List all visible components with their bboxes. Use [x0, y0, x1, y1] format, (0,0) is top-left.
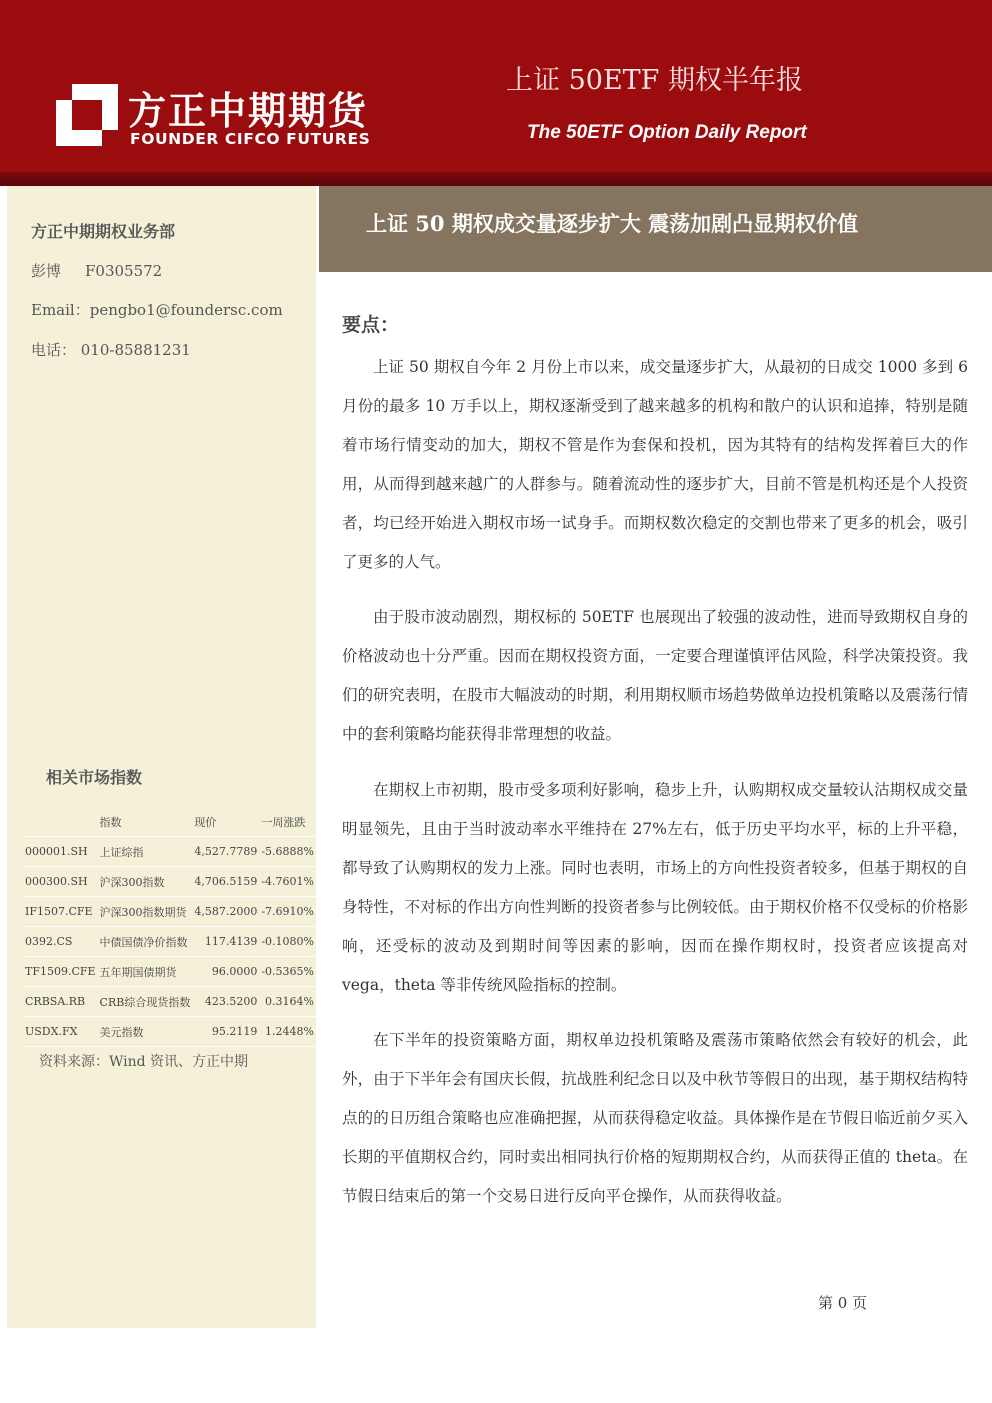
index-code: IF1507.CFE — [23, 897, 98, 927]
company-logo-cn: 方正中期期货 — [128, 89, 369, 133]
paragraph: 在下半年的投资策略方面，期权单边投机策略及震荡市策略依然会有较好的机会，此外，由于下半年会有国庆长假，抗战胜利纪念日以及中秋节等假日的出现，基于期权结构特点的的日历组合策略也应准确把握，从而获得稳定收益。具体操作是在节假日临近前夕买入长期的平值期权合约，同时卖出相同执行价格的短期期权合约，从而获得正值的 theta。在节假日结束后的第一个交易日进行反向平仓操作，从而获得收益。 — [342, 1031, 968, 1205]
index-change: 1.2448% — [259, 1017, 316, 1047]
index-heading: 相关市场指数 — [46, 768, 143, 787]
col-header-index: 指数 — [98, 808, 193, 837]
index-price: 95.2119 — [192, 1017, 259, 1047]
header-stripe — [0, 172, 992, 186]
report-title: 上证 50ETF 期权半年报 — [506, 65, 803, 96]
paragraph: 由于股市波动剧烈，期权标的 50ETF 也展现出了较强的波动性，进而导致期权自身的价格波动也十分严重。因而在期权投资方面，一定要合理谨慎评估风险，科学决策投资。我们的研究表明，在股市大幅波动的时期，利用期权顺市场趋势做单边投机策略以及震荡行情中的套利策略均能获得非常理想的收益。 — [342, 608, 968, 743]
index-change: -5.6888% — [259, 837, 316, 867]
index-code: 000001.SH — [23, 837, 98, 867]
index-change: -0.5365% — [259, 957, 316, 987]
index-price: 4,527.7789 — [192, 837, 259, 867]
table-header-row — [23, 808, 316, 837]
index-name: 美元指数 — [98, 1017, 193, 1047]
index-name: 上证综指 — [98, 837, 193, 867]
index-code: CRBSA.RB — [23, 987, 98, 1017]
index-change: 0.3164% — [259, 987, 316, 1017]
analyst-name: 彭博 — [31, 262, 62, 280]
index-change: -0.1080% — [259, 927, 316, 957]
founder-logo-icon — [56, 84, 118, 146]
data-source: 资料来源：Wind 资讯、方正中期 — [39, 1054, 249, 1070]
paragraph: 上证 50 期权自今年 2 月份上市以来，成交量逐步扩大，从最初的日成交 1000 多到 6 月份的最多 10 万手以上，期权逐渐受到了越来越多的机构和散户的认识和追捧，特别是随着市场行情变动的加大，期权不管是作为套保和投机，因为其特有的结构发挥着巨大的作用，从而得到越来越广的人群参与。随着流动性的逐步扩大，目前不管是机构还是个人投资者，均已经开始进入期权市场一试身手。而期权数次稳定的交割也带来了更多的机会，吸引了更多的人气。 — [342, 358, 968, 571]
table-row — [23, 1017, 316, 1047]
table-row — [23, 927, 316, 957]
col-header-change: 一周涨跌 — [259, 808, 316, 837]
paragraph: 在期权上市初期，股市受多项利好影响，稳步上升，认购期权成交量较认沽期权成交量明显领先，且由于当时波动率水平维持在 27%左右，低于历史平均水平，标的上升平稳，都导致了认购期权的发力上涨。同时也表明，市场上的方向性投资者较多，但基于期权的自身特性，不对标的作出方向性判断的投资者参与比例较低。由于期权价格不仅受标的价格影响，还受标的波动及到期时间等因素的影响，因而在操作期权时，投资者应该提高对 vega，theta 等非传统风险指标的控制。 — [342, 781, 968, 994]
index-price: 96.0000 — [192, 957, 259, 987]
table-row — [23, 867, 316, 897]
index-name: 沪深300指数 — [98, 867, 193, 897]
index-code: 0392.CS — [23, 927, 98, 957]
market-index-table — [23, 808, 316, 1047]
analyst-phone: 电话： 010-85881231 — [31, 341, 191, 359]
company-logo-en: FOUNDER CIFCO FUTURES — [130, 130, 371, 148]
analyst-line — [31, 260, 162, 281]
index-name: 沪深300指数期货 — [98, 897, 193, 927]
index-price: 4,587.2000 — [192, 897, 259, 927]
analyst-email: Email：pengbo1@foundersc.com — [31, 301, 283, 319]
index-price: 423.5200 — [192, 987, 259, 1017]
analyst-id: F0305572 — [85, 262, 163, 280]
report-subtitle: The 50ETF Option Daily Report — [527, 122, 807, 143]
article-title: 上证 50 期权成交量逐步扩大 震荡加剧凸显期权价值 — [366, 211, 859, 236]
index-name: 五年期国债期货 — [98, 957, 193, 987]
col-header-code — [23, 808, 98, 837]
department-name: 方正中期期权业务部 — [31, 222, 176, 241]
index-change: -7.6910% — [259, 897, 316, 927]
index-price: 4,706.5159 — [192, 867, 259, 897]
table-row — [23, 897, 316, 927]
index-change: -4.7601% — [259, 867, 316, 897]
index-name: CRB综合现货指数 — [98, 987, 193, 1017]
index-code: 000300.SH — [23, 867, 98, 897]
keypoints-label: 要点： — [342, 314, 400, 336]
table-row — [23, 957, 316, 987]
index-code: TF1509.CFE — [23, 957, 98, 987]
table-row — [23, 837, 316, 867]
table-row — [23, 987, 316, 1017]
index-code: USDX.FX — [23, 1017, 98, 1047]
page-number: 第 0 页 — [818, 1294, 868, 1312]
col-header-price: 现价 — [192, 808, 259, 837]
index-price: 117.4139 — [192, 927, 259, 957]
index-name: 中债国债净价指数 — [98, 927, 193, 957]
